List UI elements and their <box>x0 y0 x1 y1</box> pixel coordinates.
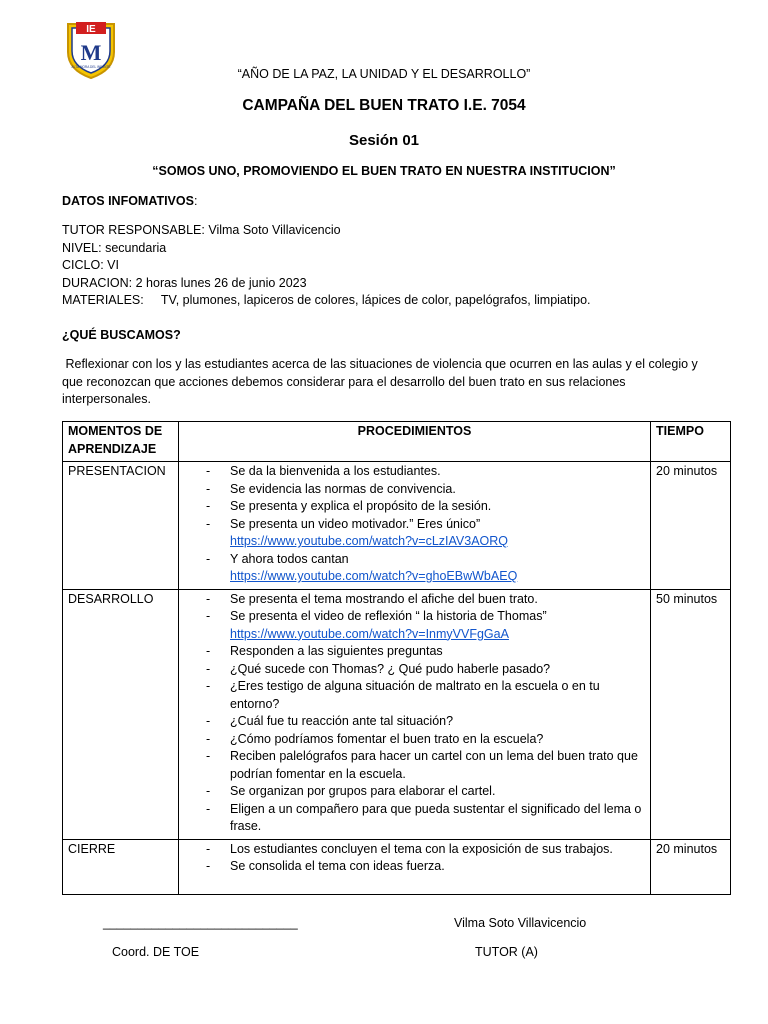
header-momentos: MOMENTOS DE APRENDIZAJE <box>63 422 179 462</box>
step-item <box>184 481 645 499</box>
signature-line: ____________________________ <box>103 916 298 930</box>
procedimientos-cell <box>179 839 651 894</box>
table-header-row <box>63 422 731 462</box>
session-label: Sesión 01 <box>348 132 420 149</box>
video-link[interactable]: https://www.youtube.com/watch?v=cLzIAV3AORQ <box>230 534 509 548</box>
coord-role: Coord. DE TOE <box>112 945 200 959</box>
tiempo-cell: 50 minutos <box>651 589 731 839</box>
slogan: “SOMOS UNO, PROMOVIENDO EL BUEN TRATO EN NUESTRA INSTITUCION” <box>152 164 616 178</box>
table-row <box>63 589 731 839</box>
step-item <box>184 678 645 713</box>
step-item <box>184 498 645 516</box>
step-text: Eligen a un compañero para que pueda sustentar el significado del lema o frase. <box>230 801 642 833</box>
nivel-line: NIVEL: secundaria <box>62 240 167 255</box>
tutor-line: TUTOR RESPONSABLE: Vilma Soto Villavicencio <box>62 223 341 237</box>
year-motto: “AÑO DE LA PAZ, LA UNIDAD Y EL DESARROLLO” <box>237 67 531 81</box>
step-text: Se presenta el tema mostrando el afiche del buen trato. <box>230 591 538 606</box>
step-text: ¿Eres testigo de alguna situación de maltrato en la escuela o en tu entorno? <box>230 679 600 711</box>
datos-heading-colon: : <box>193 194 198 208</box>
procedimientos-cell <box>179 589 651 839</box>
steps-list <box>184 841 645 876</box>
step-text: Se presenta y explica el propósito de la sesión. <box>230 499 492 513</box>
steps-list <box>184 463 645 586</box>
tutor-role: TUTOR (A) <box>475 945 538 959</box>
step-item <box>184 783 645 801</box>
step-text: Los estudiantes concluyen el tema con la exposición de sus trabajos. <box>230 841 613 856</box>
step-item <box>184 551 645 586</box>
tiempo-cell: 20 minutos <box>651 462 731 590</box>
step-item <box>184 516 645 551</box>
step-item <box>184 801 645 836</box>
procedimientos-cell <box>179 462 651 590</box>
step-item <box>184 463 645 481</box>
logo-letter: M <box>80 40 102 65</box>
step-text: Se da la bienvenida a los estudiantes. <box>230 464 441 478</box>
datos-heading: DATOS INFOMATIVOS <box>62 194 194 208</box>
header-procedimientos: PROCEDIMIENTOS <box>179 422 651 462</box>
header-tiempo: TIEMPO <box>651 422 731 462</box>
tiempo-cell: 20 minutos <box>651 839 731 894</box>
materiales-line: MATERIALES: TV, plumones, lapiceros de colores, lápices de color, papelógrafos, limpiatipo. <box>62 293 591 307</box>
step-text: Se consolida el tema con ideas fuerza. <box>230 859 445 873</box>
page-title: CAMPAÑA DEL BUEN TRATO I.E. 7054 <box>242 97 526 114</box>
video-link[interactable]: https://www.youtube.com/watch?v=InmyVVFgGaA <box>230 626 509 641</box>
step-item <box>184 748 645 783</box>
datos-list <box>62 222 591 310</box>
step-text: Se presenta un video motivador.” Eres único” <box>230 516 481 531</box>
step-item <box>184 591 645 609</box>
steps-list <box>184 591 645 836</box>
table-row <box>63 462 731 590</box>
duracion-line: DURACION: 2 horas lunes 26 de junio 2023 <box>62 275 307 290</box>
step-text: Responden a las siguientes preguntas <box>230 644 443 658</box>
step-text: Se organizan por grupos para elaborar el cartel. <box>230 784 496 798</box>
step-text: Y ahora todos cantan <box>230 551 349 566</box>
step-item <box>184 713 645 731</box>
step-item <box>184 731 645 749</box>
momento-cell: CIERRE <box>63 839 179 894</box>
buscamos-text: Reflexionar con los y las estudiantes acerca de las situaciones de violencia que ocurren en las aulas y el colegio y que reconozcan que acciones debemos considerar para el desarrollo del buen trato en sus relaciones interpersonales. <box>62 357 702 406</box>
step-text: ¿Cuál fue tu reacción ante tal situación? <box>230 714 454 728</box>
datos-heading-block <box>62 193 197 211</box>
logo-top-text: IE <box>86 24 96 35</box>
table-row <box>63 839 731 894</box>
step-item <box>184 643 645 661</box>
step-text: ¿Qué sucede con Thomas? ¿ Qué pudo haberle pasado? <box>230 661 551 676</box>
momento-cell: DESARROLLO <box>63 589 179 839</box>
buscamos-heading: ¿QUÉ BUSCAMOS? <box>62 328 181 342</box>
video-link[interactable]: https://www.youtube.com/watch?v=ghoEBwWbAEQ <box>230 569 518 583</box>
step-text: Se evidencia las normas de convivencia. <box>230 481 456 496</box>
step-item <box>184 608 645 643</box>
step-text: Reciben palelógrafos para hacer un cartel con un lema del buen trato que podrían fomentar en la escuela. <box>230 749 638 781</box>
step-text: ¿Cómo podríamos fomentar el buen trato en la escuela? <box>230 731 544 746</box>
step-item <box>184 858 645 876</box>
step-text: Se presenta el video de reflexión “ la historia de Thomas” <box>230 609 547 623</box>
procedures-table <box>62 421 731 895</box>
tutor-name: Vilma Soto Villavicencio <box>454 916 587 930</box>
step-item <box>184 661 645 679</box>
logo-ring-text: ALTA MORA DEL INFANTE <box>71 65 111 69</box>
momento-cell: PRESENTACION <box>63 462 179 590</box>
ciclo-line: CICLO: VI <box>62 258 119 272</box>
step-item <box>184 841 645 859</box>
